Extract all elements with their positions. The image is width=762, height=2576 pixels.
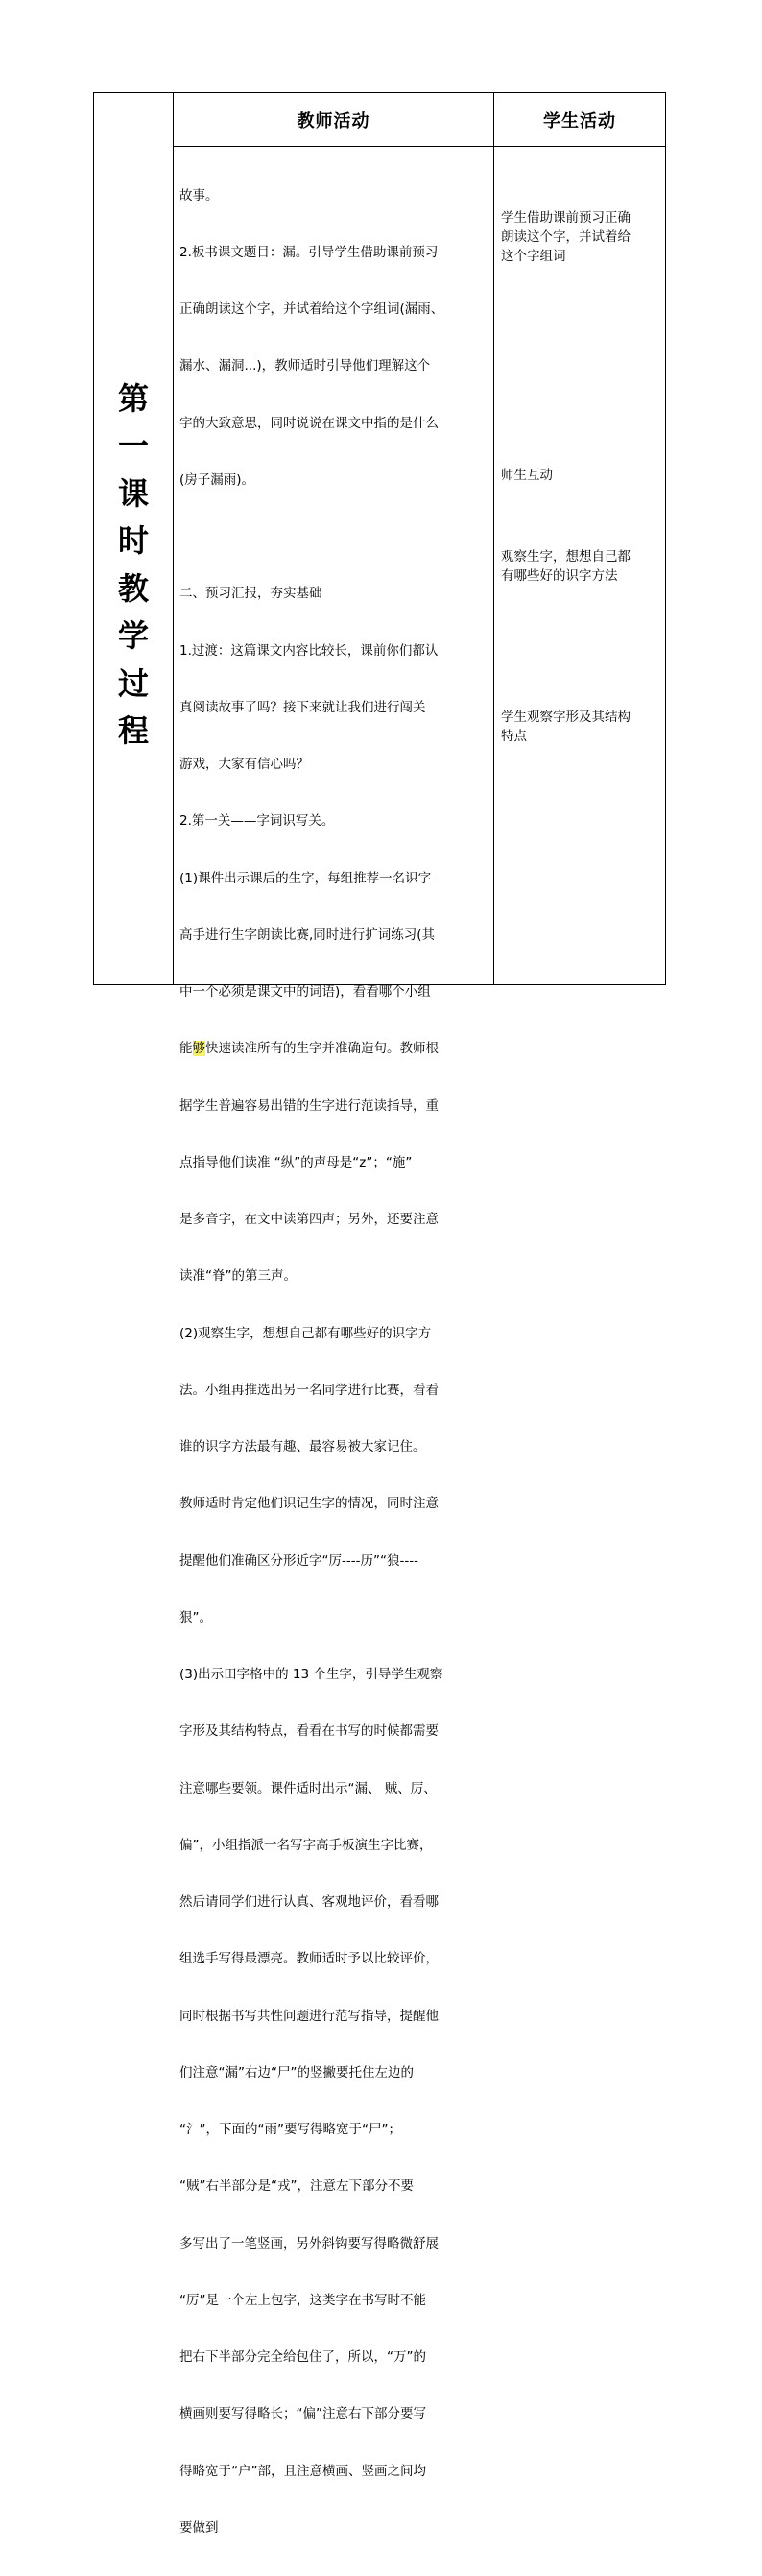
- text-fragment: 能: [179, 1041, 193, 1057]
- text-line: 提醒他们准确区分形近字“厉----历”“狼----: [179, 1553, 418, 1569]
- column-divider-2: [493, 93, 494, 984]
- section-title: [94, 146, 173, 984]
- teacher-activity-header: 教师活动: [297, 110, 370, 132]
- header-divider: [173, 146, 665, 147]
- section-title-char: 过: [117, 664, 149, 702]
- text-line: (房子漏雨)。: [179, 471, 255, 488]
- text-line: (1)课件出示课后的生字，每组推荐一名识字: [179, 870, 432, 886]
- section-title-char: 学: [117, 617, 149, 654]
- text-line: 要做到: [179, 2519, 219, 2536]
- text-line: 中一个必须是课文中的词语)，看看哪个小组: [179, 984, 431, 999]
- text-fragment: 快速读准所有的生字并准确造句。教师根: [205, 1041, 439, 1057]
- section-heading: 二、预习汇报，夯实基础: [179, 586, 322, 602]
- text-line: 高手进行生字朗读比赛,同时进行扩词练习(其: [179, 927, 436, 943]
- text-line: 们注意“漏”右边“尸”的竖撇要托住左边的: [179, 2064, 414, 2081]
- text-line: (2)观察生字，想想自己都有哪些好的识字方: [179, 1325, 432, 1341]
- text-line: 点指导他们读准 “纵”的声母是“z”；“施”: [179, 1154, 413, 1170]
- text-line: 然后请同学们进行认真、客观地评价，看看哪: [179, 1894, 439, 1910]
- text-line: 组选手写得最漂亮。教师适时予以比较评价，: [179, 1951, 439, 1967]
- text-line: “贼”右半部分是“戎”，注意左下部分不要: [179, 2179, 414, 2195]
- student-activity-1: 学生借助课前预习正确 朗读这个字，并试着给 这个字组词: [501, 210, 631, 264]
- text-line: “厉”是一个左上包字，这类字在书写时不能: [179, 2292, 426, 2308]
- blank-line: [179, 528, 488, 547]
- column-divider-1: [173, 93, 174, 984]
- text-line: 2.板书课文题目：漏。引导学生借助课前预习: [179, 244, 439, 260]
- section-title-char: 课: [117, 474, 149, 512]
- text-line: 多写出了一笔竖画，另外斜钩要写得略微舒展: [179, 2235, 439, 2251]
- text-line: 把右下半部分完全给包住了，所以，“万”的: [179, 2349, 426, 2365]
- text-line: 据学生普遍容易出错的生字进行范读指导，重: [179, 1097, 439, 1114]
- lesson-plan-table: [93, 92, 666, 2536]
- text-line: 故事。: [179, 187, 219, 204]
- text-line: 得略宽于“户”部，且注意横画、竖画之间均: [179, 2463, 426, 2479]
- text-line: 注意哪些要领。课件适时出示“漏、 贼、厉、: [179, 1780, 437, 1796]
- section-title-char: 时: [117, 522, 149, 559]
- text-line: 教师适时肯定他们识记生字的情况，同时注意: [179, 1496, 439, 1512]
- section-title-char: 第: [117, 379, 149, 417]
- text-line: (3)出示田字格中的 13 个生字，引导学生观察: [179, 1667, 443, 1682]
- text-line: 2.第一关——字词识写关。: [179, 813, 335, 830]
- text-line: 游戏，大家有信心吗？: [179, 757, 309, 772]
- text-line: 字形及其结构特点，看看在书写的时候都需要: [179, 1723, 439, 1740]
- teacher-activity-text: [179, 149, 488, 2576]
- student-activity-2: 师生互动: [501, 468, 553, 483]
- section-title-char: 教: [117, 569, 149, 607]
- text-line: 谁的识字方法最有趣、最容易被大家记住。: [179, 1439, 426, 1455]
- text-line: 正确朗读这个字，并试着给这个字组词(漏雨、: [179, 301, 444, 317]
- text-line: 同时根据书写共性问题进行范写指导，提醒他: [179, 2008, 439, 2024]
- text-line: 读准“脊”的第三声。: [179, 1268, 297, 1285]
- text-line: 狠”。: [179, 1609, 212, 1625]
- text-line: 法。小组再推选出另一名同学进行比赛，看看: [179, 1382, 439, 1398]
- text-line: 是多音字，在文中读第四声；另外，还要注意: [179, 1212, 439, 1227]
- text-line: 漏水、漏洞...)，教师适时引导他们理解这个: [179, 358, 431, 374]
- highlighted-char: 够: [192, 1041, 205, 1057]
- text-line: 横画则要写得略长；“偏”注意右下部分要写: [179, 2406, 426, 2422]
- section-title-char: 程: [117, 712, 149, 749]
- section-title-char: 一: [117, 427, 149, 464]
- text-line: “氵”，下面的“雨”要写得略宽于“尸”；: [179, 2122, 401, 2137]
- text-line: 字的大致意思，同时说说在课文中指的是什么: [179, 415, 439, 431]
- text-line: 偏”，小组指派一名写字高手板演生字比赛，: [179, 1837, 433, 1853]
- text-line: [179, 1040, 488, 1059]
- text-line: 真阅读故事了吗？接下来就让我们进行闯关: [179, 699, 426, 715]
- student-activity-3: 观察生字，想想自己都 有哪些好的识字方法: [501, 549, 631, 584]
- text-line: 1.过渡：这篇课文内容比较长，课前你们都认: [179, 642, 439, 659]
- student-activity-4: 学生观察字形及其结构 特点: [501, 710, 631, 744]
- student-activity-header: 学生活动: [543, 110, 616, 132]
